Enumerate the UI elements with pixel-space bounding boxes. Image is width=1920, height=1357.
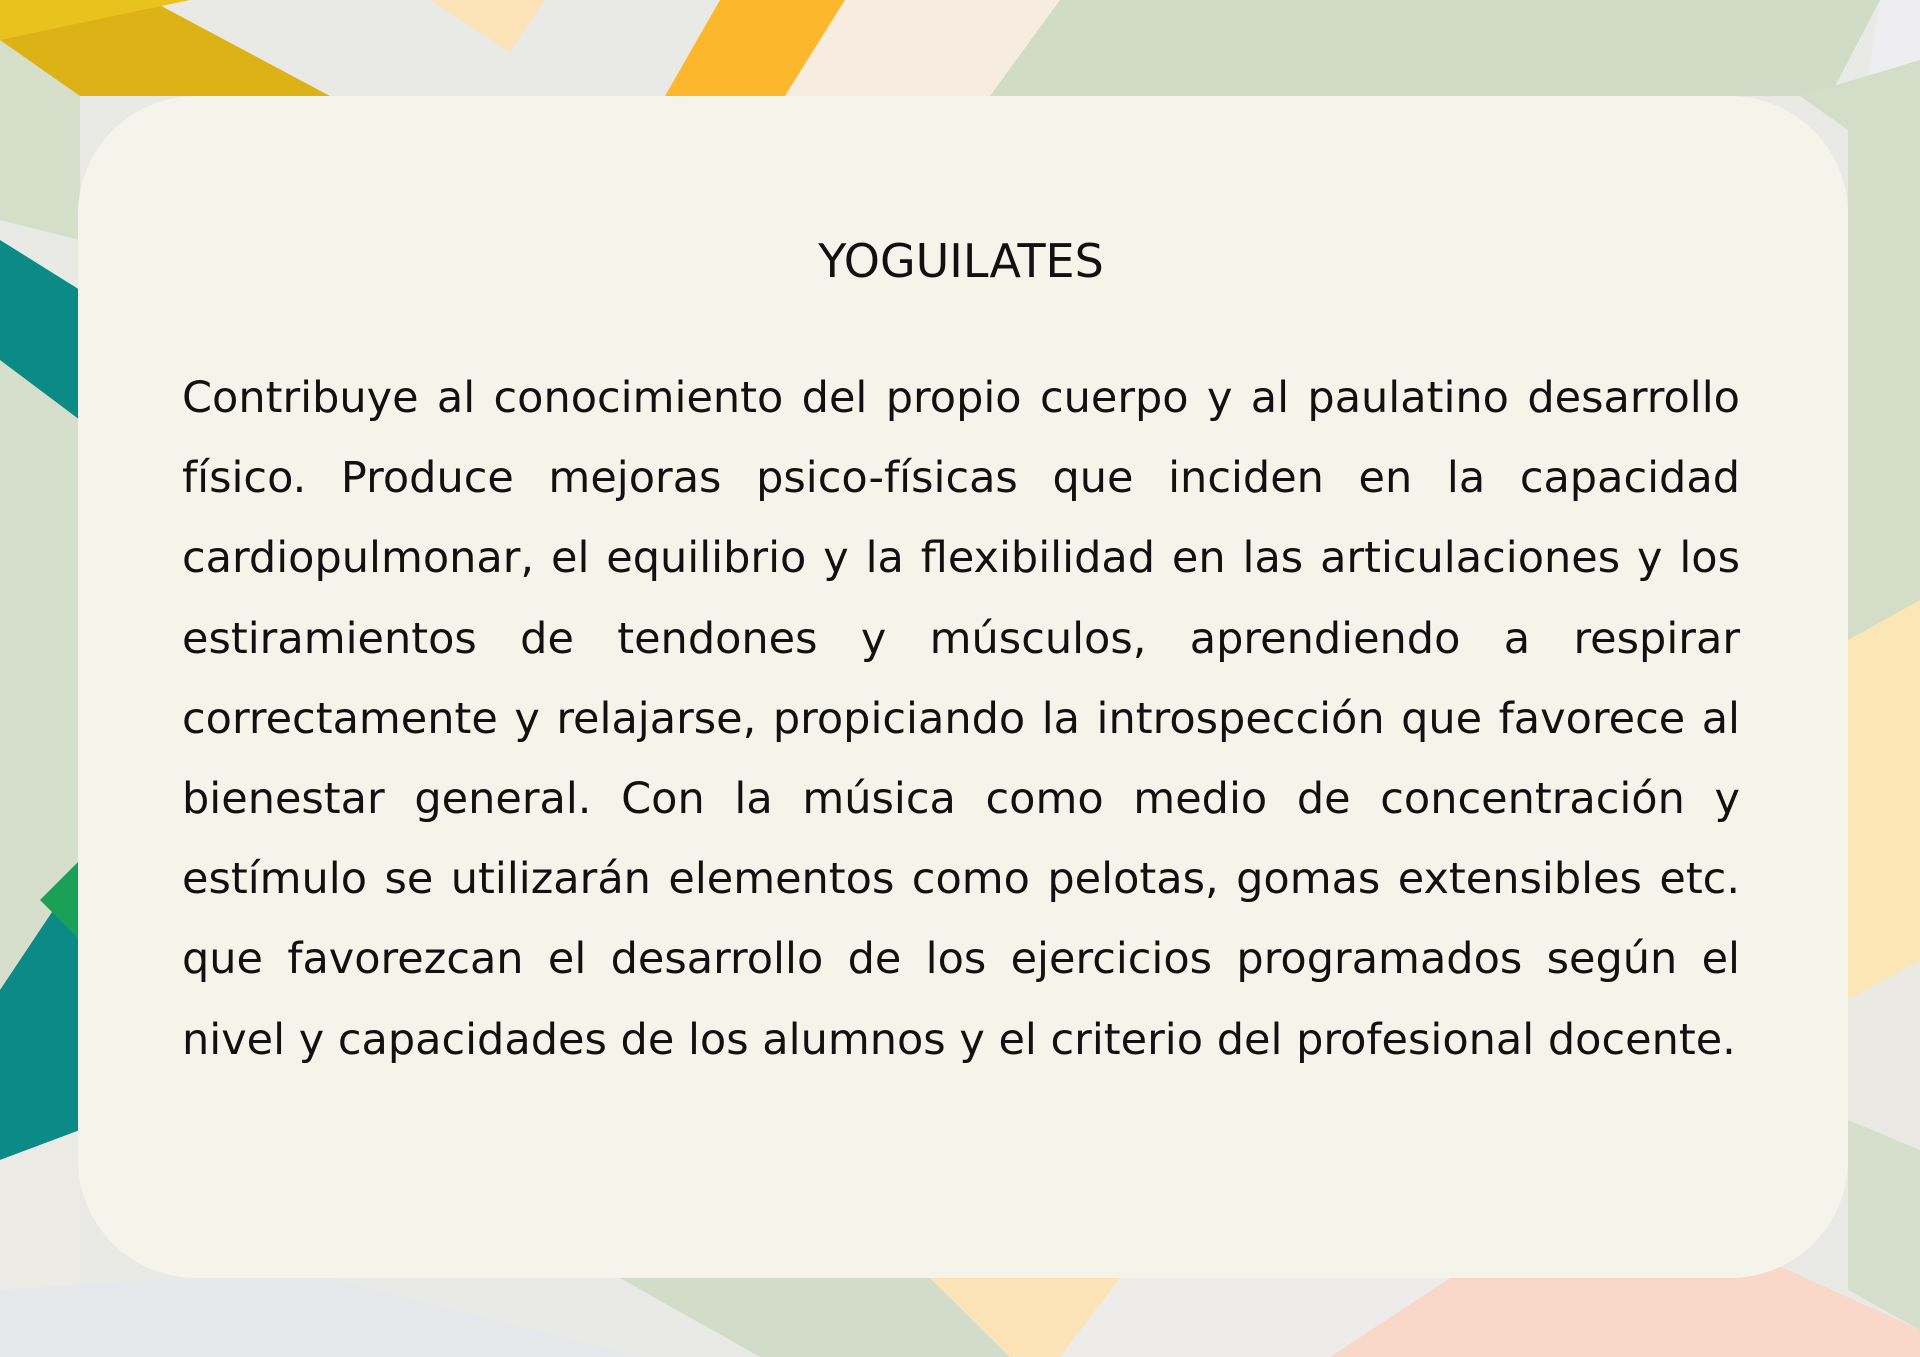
description-card [78,96,1848,1278]
card-title: YOGUILATES [818,234,1104,288]
card-body-text: Contribuye al conocimiento del propio cuerpo y al paulatino desarrollo físico. Produce mejoras psico-físicas que inciden en la capacidad cardiopulmonar, el equilibrio y la flexibilidad en las articulaciones y los estiramientos de tendones y músculos, aprendiendo a respirar correctamente y relajarse, propiciando la introspección que favorece al bienestar general. Con la música como medio de concentración y estímulo se utilizarán elementos como pelotas, gomas extensibles etc. que favorezcan el desarrollo de los ejercicios programados según el nivel y capacidades de los alumnos y el criterio del profesional docente. [182,373,1740,1065]
